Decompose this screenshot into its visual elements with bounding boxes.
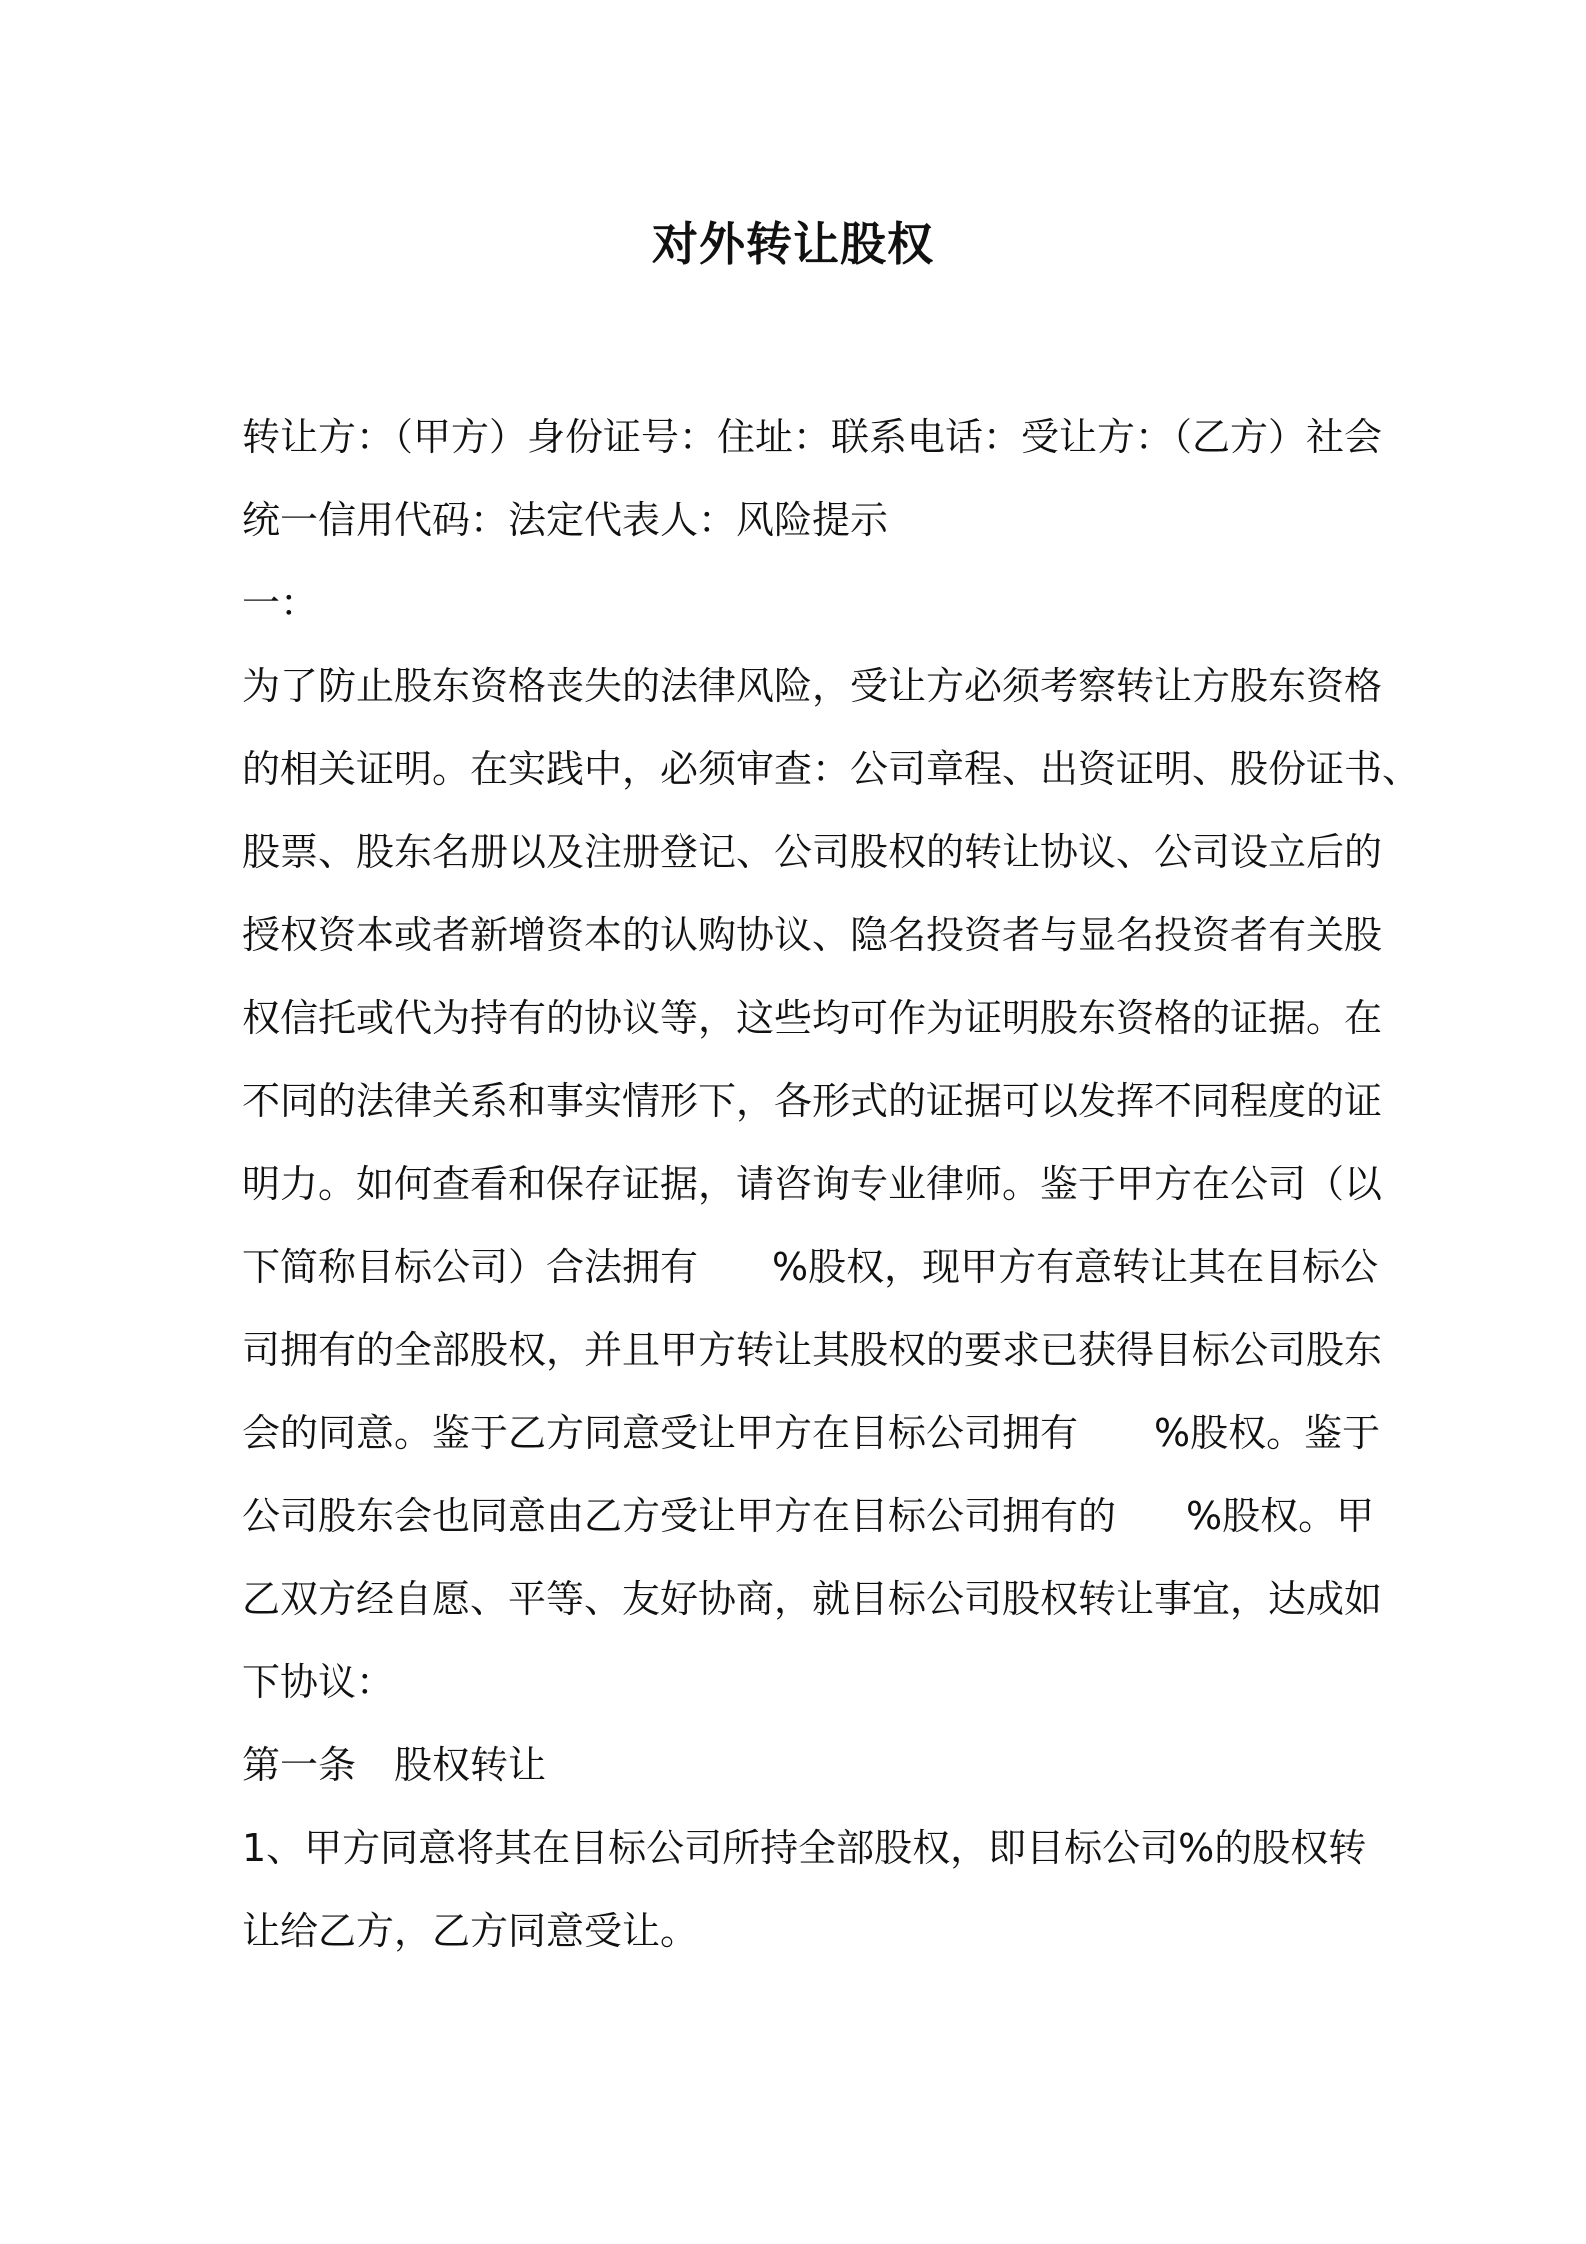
paragraph-line: 司拥有的全部股权，并且甲方转让其股权的要求已获得目标公司股东 — [242, 1328, 1383, 1372]
paragraph-line: 明力。如何查看和保存证据，请咨询专业律师。鉴于甲方在公司（以 — [242, 1162, 1383, 1206]
paragraph-line: 不同的法律关系和事实情形下，各形式的证据可以发挥不同程度的证 — [242, 1079, 1383, 1123]
article-1-clause-1 — [242, 1807, 1367, 1973]
paragraph-line: 的相关证明。在实践中，必须审查：公司章程、出资证明、股份证书、 — [242, 747, 1421, 791]
text-before-blank: 公司股东会也同意由乙方受让甲方在目标公司拥有的 — [242, 1494, 1117, 1538]
text-before-blank: 会的同意。鉴于乙方同意受让甲方在目标公司拥有 — [242, 1411, 1079, 1455]
parties-block — [242, 396, 1383, 645]
paragraph-line: 为了防止股东资格丧失的法律风险，受让方必须考察转让方股东资格 — [242, 664, 1383, 708]
article-title: 股权转让 — [394, 1743, 547, 1787]
article-number: 第一条 — [242, 1743, 357, 1787]
clause-line: 让给乙方，乙方同意受让。 — [242, 1909, 699, 1953]
paragraph-line-with-blank — [242, 1392, 1381, 1475]
text-after-blank: %股权，现甲方有意转让其在目标公 — [772, 1245, 1379, 1289]
paragraph-line: 权信托或代为持有的协议等，这些均可作为证明股东资格的证据。在 — [242, 996, 1383, 1040]
paragraph-line-with-blank — [242, 1226, 1379, 1309]
text-after-blank: %股权。甲 — [1186, 1494, 1375, 1538]
document-title: 对外转让股权 — [652, 217, 934, 271]
paragraph-line-with-blank — [242, 1475, 1375, 1558]
text-after-blank: %股权。鉴于 — [1154, 1411, 1381, 1455]
risk-notice-paragraph — [242, 645, 1421, 1724]
paragraph-line: 乙双方经自愿、平等、友好协商，就目标公司股权转让事宜，达成如 — [242, 1577, 1383, 1621]
article-1-heading — [242, 1724, 1352, 1807]
parties-line-2: 统一信用代码：法定代表人：风险提示 — [242, 498, 889, 542]
paragraph-line: 下协议： — [242, 1660, 395, 1704]
paragraph-line: 股票、股东名册以及注册登记、公司股权的转让协议、公司设立后的 — [242, 830, 1383, 874]
paragraph-line: 授权资本或者新增资本的认购协议、隐名投资者与显名投资者有关股 — [242, 913, 1383, 957]
section-heading-one: 一： — [242, 581, 319, 625]
parties-line-1: 转让方：（甲方）身份证号：住址：联系电话：受让方：（乙方）社会 — [242, 415, 1383, 459]
text-before-blank: 下简称目标公司）合法拥有 — [242, 1245, 699, 1289]
clause-line: 1、甲方同意将其在目标公司所持全部股权，即目标公司%的股权转 — [242, 1826, 1367, 1870]
